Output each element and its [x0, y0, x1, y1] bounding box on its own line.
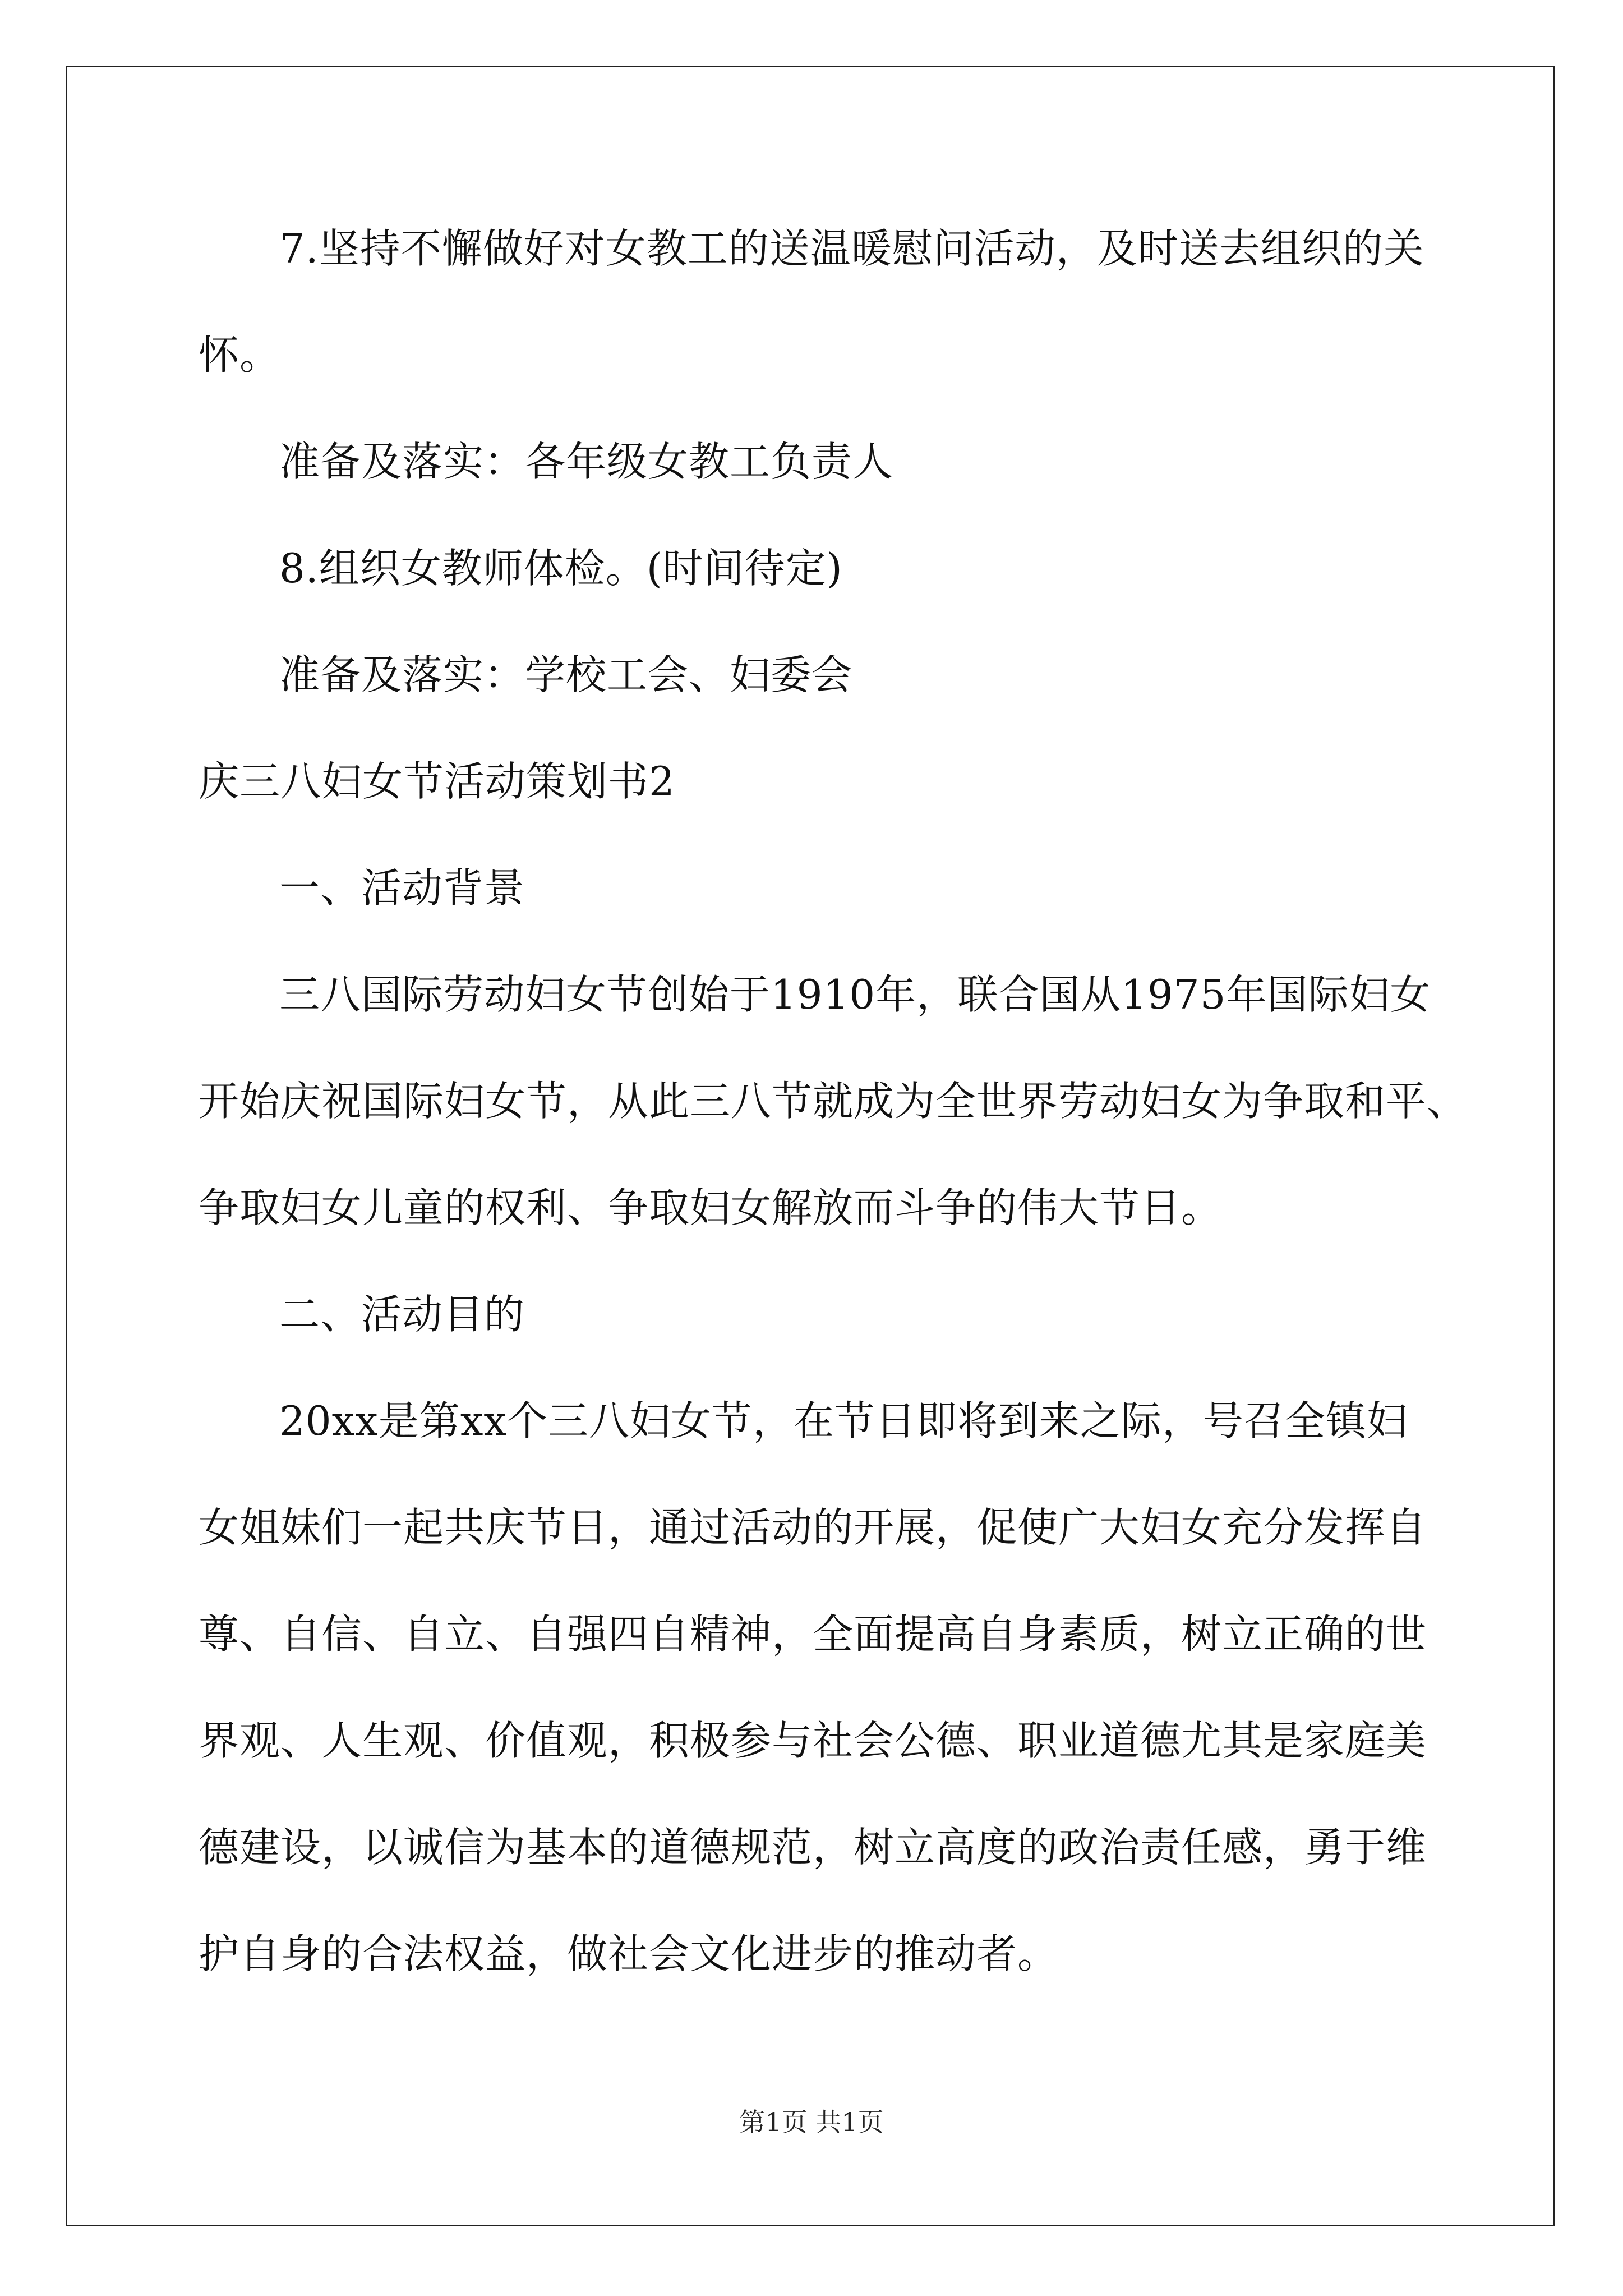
page-border — [66, 66, 1555, 2226]
paragraph-line: 准备及落实：各年级女教工负责人 — [279, 438, 894, 485]
paragraph-line: 开始庆祝国际妇女节，从此三八节就成为全世界劳动妇女为争取和平、 — [199, 1078, 1468, 1125]
paragraph-line: 8.组织女教师体检。(时间待定) — [279, 545, 843, 592]
paragraph-line: 7.坚持不懈做好对女教工的送温暖慰问活动，及时送去组织的关 — [279, 225, 1424, 272]
paragraph-line: 争取妇女儿童的权利、争取妇女解放而斗争的伟大节日。 — [199, 1184, 1223, 1231]
paragraph-line: 德建设，以诚信为基本的道德规范，树立高度的政治责任感，勇于维 — [199, 1824, 1427, 1871]
section-heading: 二、活动目的 — [279, 1291, 525, 1338]
paragraph-line: 准备及落实：学校工会、妇委会 — [279, 651, 853, 698]
paragraph-line: 护自身的合法权益，做社会文化进步的推动者。 — [199, 1930, 1059, 1977]
section-title: 庆三八妇女节活动策划书2 — [199, 758, 675, 805]
paragraph-line: 界观、人生观、价值观，积极参与社会公德、职业道德尤其是家庭美 — [199, 1717, 1427, 1764]
paragraph-line: 尊、自信、自立、自强四自精神，全面提高自身素质，树立正确的世 — [199, 1611, 1427, 1658]
paragraph-line: 三八国际劳动妇女节创始于1910年，联合国从1975年国际妇女 — [279, 971, 1431, 1018]
paragraph-line: 怀。 — [199, 332, 281, 379]
paragraph-line: 20xx是第xx个三八妇女节，在节日即将到来之际，号召全镇妇 — [279, 1397, 1408, 1444]
paragraph-line: 女姐妹们一起共庆节日，通过活动的开展，促使广大妇女充分发挥自 — [199, 1504, 1427, 1551]
section-heading: 一、活动背景 — [279, 864, 525, 912]
page-footer: 第1页 共1页 — [739, 2107, 884, 2137]
